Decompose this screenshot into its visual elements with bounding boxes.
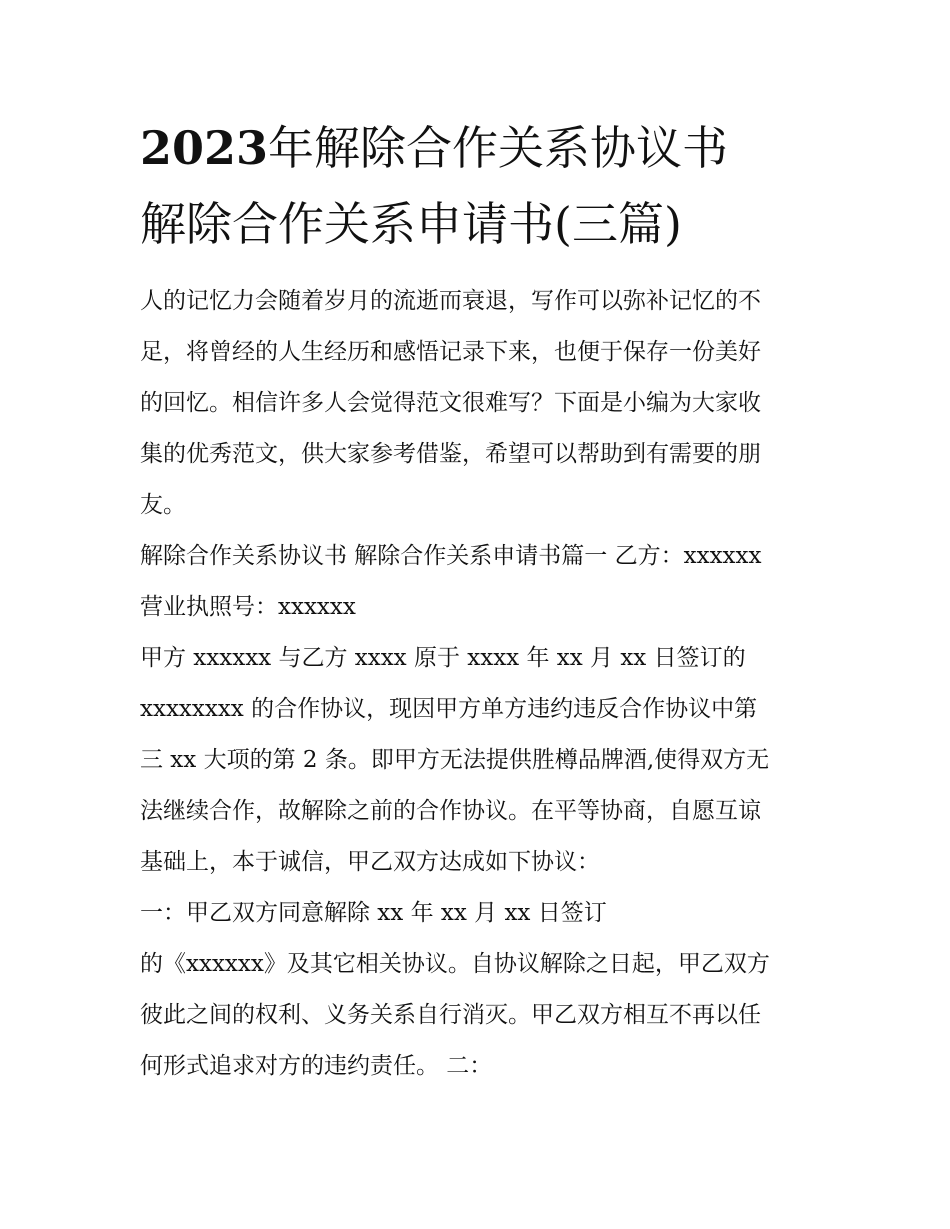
paragraph-line: 一：甲乙双方同意解除 xx 年 xx 月 xx 日签订 [140,900,607,926]
paragraph-line: 营业执照号：xxxxxx [140,594,356,620]
paragraph-line: 足，将曾经的人生经历和感悟记录下来，也便于保存一份美好 [140,339,761,365]
paragraph-line: 三 xx 大项的第 2 条。即甲方无法提供胜樽品牌酒,使得双方无 [140,747,770,773]
paragraph-line: 何形式追求对方的违约责任。 二： [140,1053,493,1079]
paragraph-line: 的《xxxxxx》及其它相关协议。自协议解除之日起，甲乙双方 [140,951,770,977]
paragraph-line: 法继续合作，故解除之前的合作协议。在平等协商，自愿互谅 [140,798,761,824]
paragraph-line: 甲方 xxxxxx 与乙方 xxxx 原于 xxxx 年 xx 月 xx 日签订的 [140,645,746,671]
paragraph-line: 友。 [140,492,186,518]
paragraph-line: 基础上，本于诚信，甲乙双方达成如下协议： [140,849,600,875]
section-heading-line: 解除合作关系协议书 解除合作关系申请书篇一 乙方：xxxxxx [140,543,762,569]
title-year: 2023 [140,121,269,175]
paragraph-line: 彼此之间的权利、义务关系自行消灭。甲乙双方相互不再以任 [140,1002,761,1028]
document-title-line-1 [140,120,728,176]
title-line-1-text: 年解除合作关系协议书 [268,121,729,175]
paragraph-line: 的回忆。相信许多人会觉得范文很难写？下面是小编为大家收 [140,390,761,416]
paragraph-line: xxxxxxxx 的合作协议，现因甲方单方违约违反合作协议中第 [140,696,758,722]
document-title-line-2: 解除合作关系申请书(三篇) [140,197,682,251]
paragraph-line: 人的记忆力会随着岁月的流逝而衰退，写作可以弥补记忆的不 [140,288,761,314]
paragraph-line: 集的优秀范文，供大家参考借鉴，希望可以帮助到有需要的朋 [140,441,761,467]
